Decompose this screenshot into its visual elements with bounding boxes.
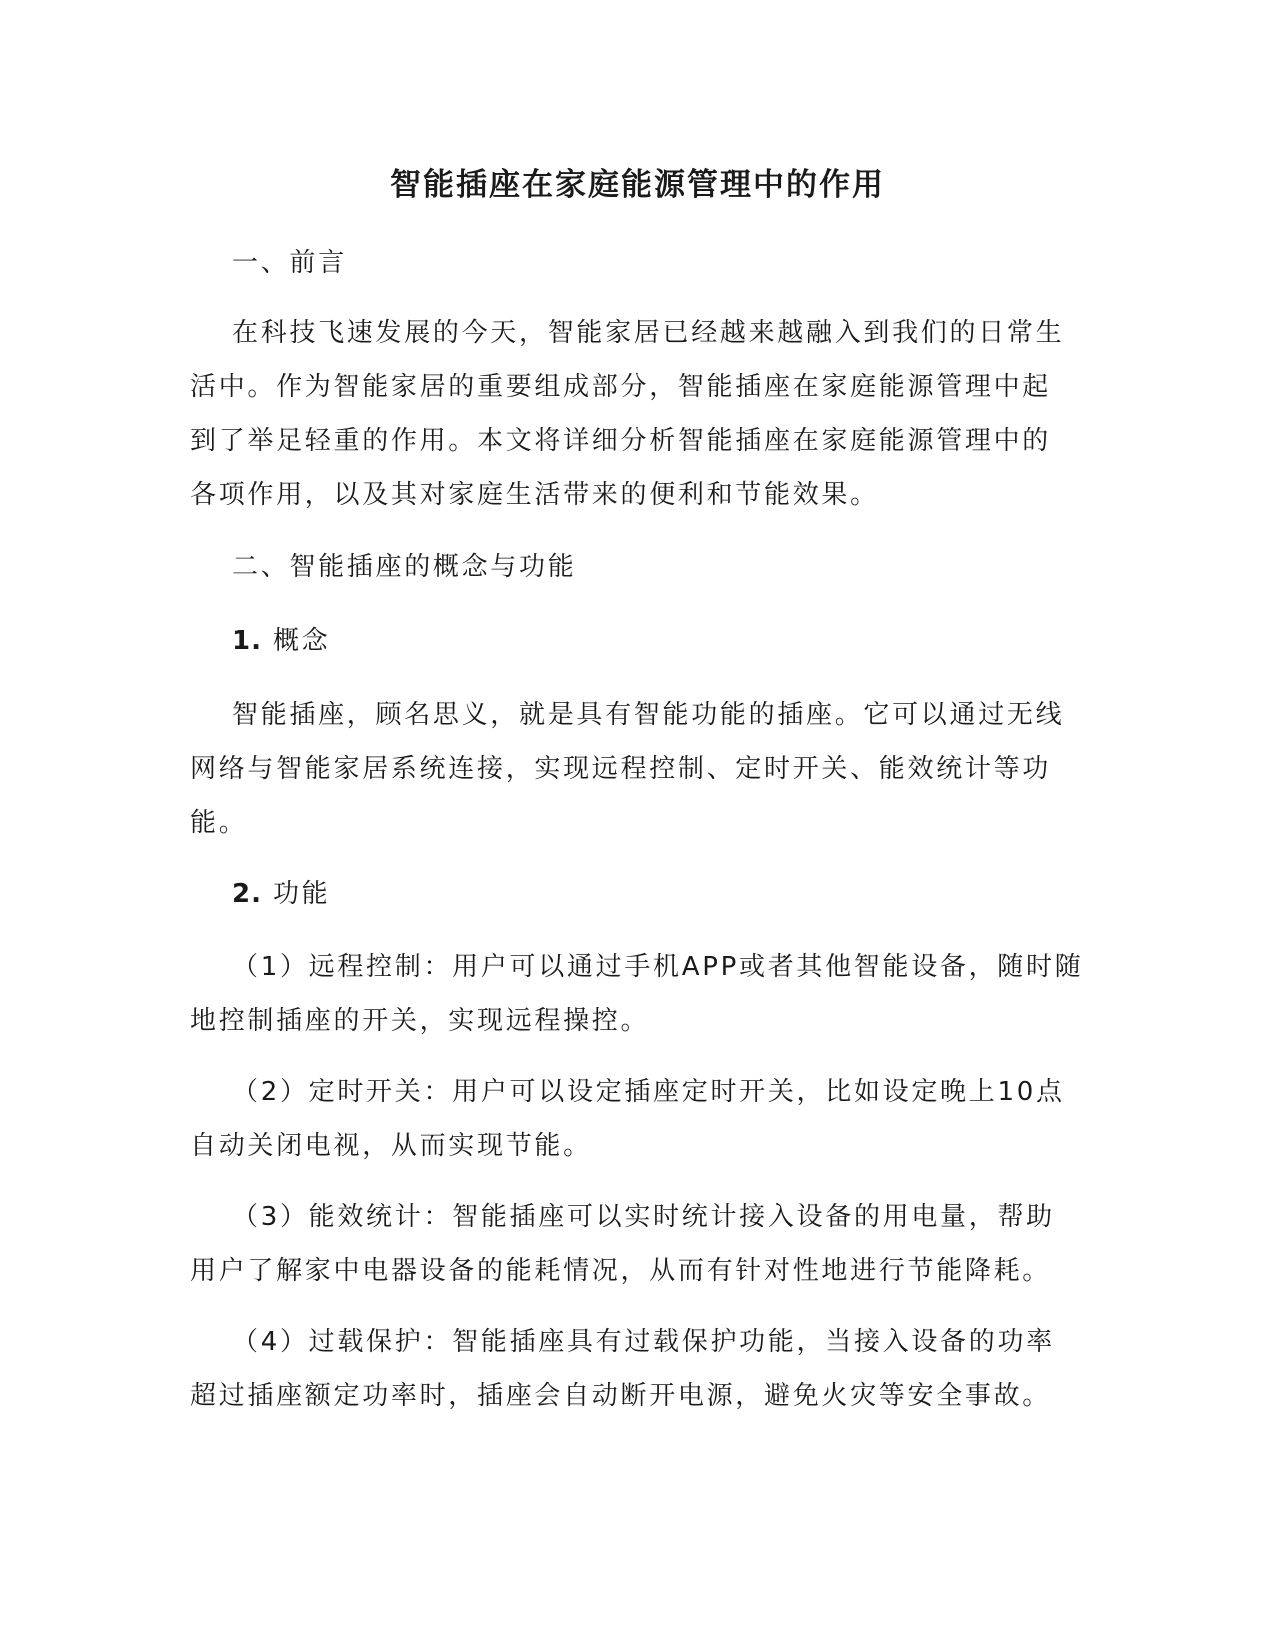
- concept-line-2: 网络与智能家居系统连接，实现远程控制、定时开关、能效统计等功: [190, 754, 1052, 784]
- list-item-continuation: 自动关闭电视，从而实现节能。: [190, 1131, 592, 1161]
- intro-line-3: 到了举足轻重的作用。本文将详细分析智能插座在家庭能源管理中的: [190, 426, 1052, 456]
- list-item-number: （4）: [232, 1327, 309, 1357]
- list-item-number: （1）: [232, 952, 309, 982]
- list-item-number: （3）: [232, 1202, 309, 1232]
- list-item-remote-control: [232, 950, 1083, 984]
- list-item-timer-switch: [232, 1075, 1065, 1109]
- subheading-number: 1.: [232, 626, 262, 656]
- list-item-continuation: 超过插座额定功率时，插座会自动断开电源，避免火灾等安全事故。: [190, 1381, 1052, 1411]
- list-item-number: （2）: [232, 1077, 309, 1107]
- concept-line-1: 智能插座，顾名思义，就是具有智能功能的插座。它可以通过无线: [232, 700, 1065, 730]
- document-title: 智能插座在家庭能源管理中的作用: [390, 167, 885, 203]
- list-item-text: 过载保护：智能插座具有过载保护功能，当接入设备的功率: [308, 1327, 1055, 1357]
- list-item-overload-protection: [232, 1325, 1055, 1359]
- subheading-label: 功能: [272, 879, 331, 909]
- section-heading-concept-function: 二、智能插座的概念与功能: [232, 552, 577, 582]
- subheading-number: 2.: [232, 879, 262, 909]
- intro-line-1: 在科技飞速发展的今天，智能家居已经越来越融入到我们的日常生: [232, 318, 1065, 348]
- list-item-energy-statistics: [232, 1200, 1055, 1234]
- intro-line-4: 各项作用，以及其对家庭生活带来的便利和节能效果。: [190, 480, 879, 510]
- list-item-text: 远程控制：用户可以通过手机APP或者其他智能设备，随时随: [308, 952, 1084, 982]
- list-item-continuation: 用户了解家中电器设备的能耗情况，从而有针对性地进行节能降耗。: [190, 1256, 1052, 1286]
- list-item-text: 定时开关：用户可以设定插座定时开关，比如设定晚上10点: [308, 1077, 1065, 1107]
- subheading-function: [232, 877, 330, 911]
- section-heading-preface: 一、前言: [232, 248, 347, 278]
- intro-line-2: 活中。作为智能家居的重要组成部分，智能插座在家庭能源管理中起: [190, 372, 1052, 402]
- list-item-continuation: 地控制插座的开关，实现远程操控。: [190, 1006, 650, 1036]
- concept-line-3: 能。: [190, 808, 248, 838]
- list-item-text: 能效统计：智能插座可以实时统计接入设备的用电量，帮助: [308, 1202, 1055, 1232]
- subheading-label: 概念: [272, 626, 331, 656]
- subheading-concept: [232, 624, 330, 658]
